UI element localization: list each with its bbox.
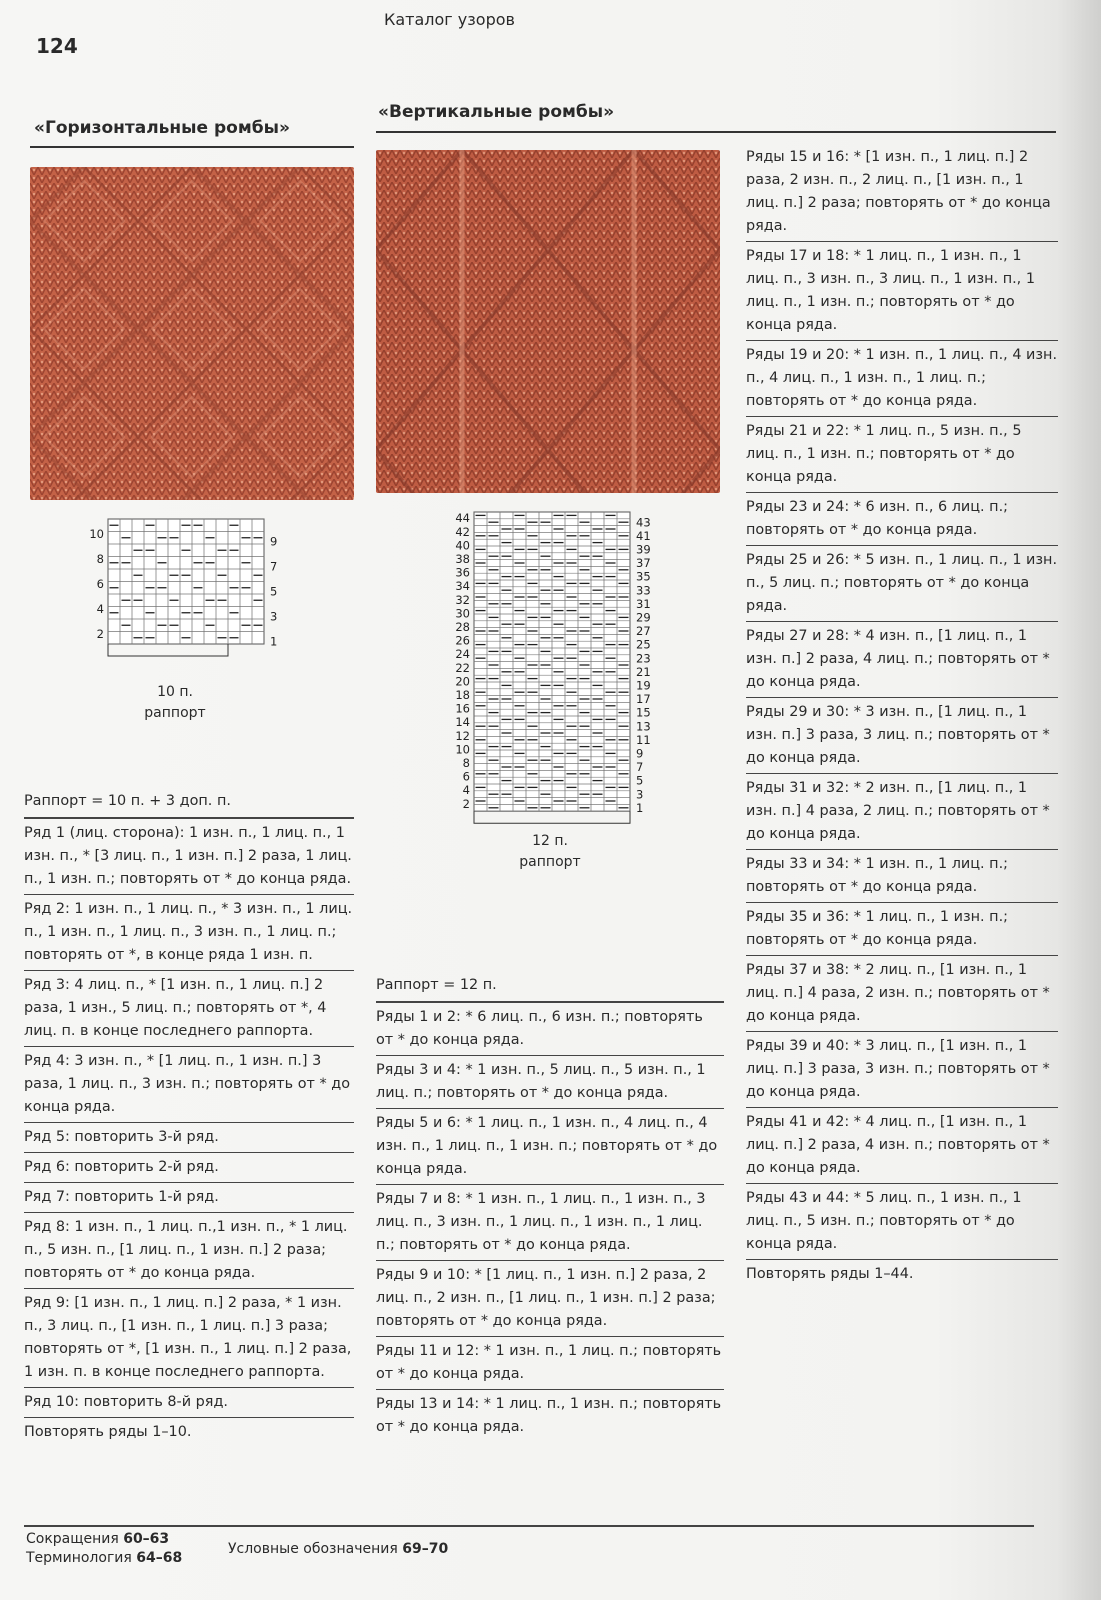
instruction-row: Ряды 43 и 44: * 5 лиц. п., 1 изн. п., 1 лиц. п., 5 изн. п.; повторять от * до конца ряда. (746, 1184, 1058, 1260)
mid-chart-row-label-right: 41 (636, 528, 651, 543)
mid-pattern-title: «Вертикальные ромбы» (378, 102, 615, 122)
mid-rapport: Раппорт = 12 п. (376, 974, 724, 1002)
mid-chart-row-label-right: 1 (636, 800, 644, 815)
mid-chart-row-label-right: 33 (636, 583, 651, 598)
left-chart-row-label-right: 9 (270, 534, 278, 549)
left-row-list (24, 818, 354, 1447)
left-chart-row-label-left: 10 (89, 526, 104, 541)
left-instructions (24, 790, 354, 1447)
mid-chart-caption: раппорт (519, 854, 581, 870)
mid-chart-row-label-right: 23 (636, 651, 651, 666)
footer-abbreviations (26, 1530, 169, 1548)
mid-chart-row-label-right: 31 (636, 596, 651, 611)
instruction-row: Ряды 39 и 40: * 3 лиц. п., [1 изн. п., 1 лиц. п.] 3 раза, 3 изн. п.; повторять от * до конца ряда. (746, 1032, 1058, 1108)
mid-chart-row-label-left: 8 (462, 756, 470, 770)
instruction-row: Ряды 33 и 34: * 1 изн. п., 1 лиц. п.; повторять от * до конца ряда. (746, 850, 1058, 903)
mid-instructions (376, 974, 724, 1442)
instruction-row: Ряд 6: повторить 2-й ряд. (24, 1152, 354, 1182)
left-chart-row-label-left: 4 (96, 601, 104, 616)
left-chart-rapport-bracket (108, 644, 228, 656)
footer-rule (24, 1525, 1034, 1527)
instruction-row: Ряды 5 и 6: * 1 лиц. п., 1 изн. п., 4 лиц. п., 4 изн. п., 1 лиц. п., 1 изн. п.; повторять от * до конца ряда. (376, 1108, 724, 1184)
mid-chart-row-label-left: 6 (462, 769, 470, 784)
mid-chart-row-label-right: 17 (636, 692, 651, 707)
running-title: Каталог узоров (384, 10, 515, 29)
mid-chart-row-label-right: 37 (636, 556, 651, 571)
mid-chart-stitch-count: 12 п. (532, 833, 568, 849)
mid-chart-row-label-right: 5 (636, 773, 644, 788)
instruction-row: Ряды 17 и 18: * 1 лиц. п., 1 изн. п., 1 лиц. п., 3 изн. п., 3 лиц. п., 1 изн. п., 1 лиц. п., 1 изн. п.; повторять от * до конца ряда. (746, 242, 1058, 341)
mid-chart-row-label-left: 42 (455, 524, 470, 539)
mid-chart-row-label-left: 14 (455, 715, 470, 730)
mid-chart-row-label-right: 35 (636, 569, 651, 584)
instruction-row: Ряды 25 и 26: * 5 изн. п., 1 лиц. п., 1 изн. п., 5 лиц. п.; повторять от * до конца ряда. (746, 546, 1058, 622)
mid-chart-rapport-bracket (474, 811, 630, 823)
instruction-row: Ряды 21 и 22: * 1 лиц. п., 5 изн. п., 5 лиц. п., 1 изн. п.; повторять от * до конца ряда. (746, 417, 1058, 493)
left-chart-caption: раппорт (144, 705, 206, 721)
footer-term-label: Терминология (26, 1550, 132, 1566)
instruction-row: Ряды 3 и 4: * 1 изн. п., 5 лиц. п., 5 изн. п., 1 лиц. п.; повторять от * до конца ряда. (376, 1055, 724, 1108)
left-chart-stitch-count: 10 п. (157, 684, 193, 700)
instruction-row: Повторять ряды 1–10. (24, 1417, 354, 1447)
instruction-row: Ряд 3: 4 лиц. п., * [1 изн. п., 1 лиц. п.] 2 раза, 1 изн., 5 лиц. п.; повторять от *, 4 лиц. п. в конце последнего раппорта. (24, 970, 354, 1046)
mid-chart-row-label-right: 19 (636, 678, 651, 693)
mid-chart-row-label-right: 25 (636, 637, 651, 652)
left-stitch-chart (80, 515, 290, 675)
instruction-row: Ряды 35 и 36: * 1 лиц. п., 1 изн. п.; повторять от * до конца ряда. (746, 903, 1058, 956)
left-chart-row-label-right: 5 (270, 584, 278, 599)
footer-abbr-label: Сокращения (26, 1531, 119, 1547)
instruction-row: Ряды 31 и 32: * 2 изн. п., [1 лиц. п., 1 изн. п.] 4 раза, 2 лиц. п.; повторять от * до конца ряда. (746, 774, 1058, 850)
instruction-row: Ряды 9 и 10: * [1 лиц. п., 1 изн. п.] 2 раза, 2 лиц. п., 2 изн. п., [1 лиц. п., 1 изн. п.] 2 раза; повторять от * до конца ряда. (376, 1260, 724, 1336)
mid-chart-row-label-left: 40 (455, 538, 470, 553)
mid-title-rule (376, 131, 1056, 133)
mid-chart-row-label-left: 22 (455, 660, 470, 675)
left-chart-row-label-left: 2 (96, 626, 104, 641)
left-rapport: Раппорт = 10 п. + 3 доп. п. (24, 790, 354, 818)
footer-sym-pages: 69–70 (402, 1541, 449, 1557)
mid-swatch-svg (376, 150, 720, 493)
left-knit-swatch-photo (30, 167, 354, 500)
instruction-row: Ряд 8: 1 изн. п., 1 лиц. п.,1 изн. п., * 1 лиц. п., 5 изн. п., [1 лиц. п., 1 изн. п.] 2 раза; повторять от * до конца ряда. (24, 1212, 354, 1288)
mid-chart-row-label-left: 24 (455, 647, 470, 662)
left-chart-row-label-right: 7 (270, 559, 278, 574)
left-chart-row-label-right: 1 (270, 634, 278, 649)
mid-chart-row-label-left: 28 (455, 620, 470, 634)
left-pattern-title: «Горизонтальные ромбы» (34, 118, 290, 138)
instruction-row: Повторять ряды 1–44. (746, 1266, 914, 1282)
footer-terminology (26, 1549, 182, 1567)
footer-sym-label: Условные обозначения (228, 1541, 398, 1557)
instruction-row: Ряд 10: повторить 8-й ряд. (24, 1387, 354, 1417)
mid-chart-row-label-left: 16 (455, 701, 470, 716)
instruction-row: Ряды 37 и 38: * 2 лиц. п., [1 изн. п., 1 лиц. п.] 4 раза, 2 изн. п.; повторять от * до конца ряда. (746, 956, 1058, 1032)
instruction-row: Ряд 5: повторить 3-й ряд. (24, 1122, 354, 1152)
mid-chart-row-label-left: 10 (455, 742, 470, 757)
mid-chart-row-label-right: 27 (636, 624, 651, 639)
mid-chart-row-label-right: 7 (636, 760, 644, 775)
instruction-row: Ряды 15 и 16: * [1 изн. п., 1 лиц. п.] 2 раза, 2 изн. п., 2 лиц. п., [1 изн. п., 1 лиц. п.] 2 раза; повторять от * до конца ряда. (746, 143, 1058, 242)
mid-chart-row-label-left: 30 (455, 606, 470, 621)
instruction-row: Ряд 4: 3 изн. п., * [1 лиц. п., 1 изн. п.] 3 раза, 1 лиц. п., 3 изн. п.; повторять от * до конца ряда. (24, 1046, 354, 1122)
instruction-row: Ряды 27 и 28: * 4 изн. п., [1 лиц. п., 1 изн. п.] 2 раза, 4 лиц. п.; повторять от * до конца ряда. (746, 622, 1058, 698)
mid-chart-row-label-left: 2 (462, 796, 470, 811)
mid-chart-row-label-right: 13 (636, 719, 651, 734)
left-chart-grid (80, 515, 290, 675)
instruction-row: Ряды 13 и 14: * 1 лиц. п., 1 изн. п.; повторять от * до конца ряда. (376, 1389, 724, 1442)
mid-chart-row-label-right: 29 (636, 610, 651, 625)
mid-chart-row-label-right: 21 (636, 664, 651, 679)
instruction-row: Ряд 9: [1 изн. п., 1 лиц. п.] 2 раза, * 1 изн. п., 3 лиц. п., [1 изн. п., 1 лиц. п.] 3 раза; повторять от *, [1 изн. п., 1 лиц. п.] 2 раза, 1 изн. п. в конце последнего раппорта. (24, 1288, 354, 1387)
mid-chart-row-label-right: 9 (636, 746, 644, 761)
mid-chart-row-label-left: 38 (455, 552, 470, 566)
instruction-row: Ряд 2: 1 изн. п., 1 лиц. п., * 3 изн. п., 1 лиц. п., 1 изн. п., 1 лиц. п., 3 изн. п., 1 лиц. п.; повторять от *, в конце ряда 1 изн. п. (24, 894, 354, 970)
instruction-row: Ряды 1 и 2: * 6 лиц. п., 6 изн. п.; повторять от * до конца ряда. (376, 1002, 724, 1055)
mid-chart-row-label-left: 34 (455, 579, 470, 594)
instruction-row: Ряды 23 и 24: * 6 изн. п., 6 лиц. п.; повторять от * до конца ряда. (746, 493, 1058, 546)
instruction-row: Ряды 41 и 42: * 4 лиц. п., [1 изн. п., 1 лиц. п.] 2 раза, 4 изн. п.; повторять от * до конца ряда. (746, 1108, 1058, 1184)
instruction-row: Ряд 1 (лиц. сторона): 1 изн. п., 1 лиц. п., 1 изн. п., * [3 лиц. п., 1 изн. п.] 2 раза, 1 лиц. п., 1 изн. п.; повторять от * до конца ряда. (24, 818, 354, 894)
left-swatch-svg (30, 167, 354, 500)
mid-chart-grid (440, 510, 670, 830)
instruction-row: Ряды 7 и 8: * 1 изн. п., 1 лиц. п., 1 изн. п., 3 лиц. п., 3 изн. п., 1 лиц. п., 1 изн. п., 1 лиц. п.; повторять от * до конца ряда. (376, 1184, 724, 1260)
mid-chart-row-label-right: 15 (636, 705, 651, 720)
left-chart-row-label-left: 6 (96, 576, 104, 591)
footer-abbr-pages: 60–63 (123, 1531, 170, 1547)
footer-symbols (228, 1540, 448, 1558)
mid-chart-row-label-left: 12 (455, 728, 470, 743)
mid-chart-row-label-left: 32 (455, 592, 470, 607)
mid-chart-row-label-right: 43 (636, 515, 651, 530)
footer-term-pages: 64–68 (136, 1550, 183, 1566)
instruction-row: Ряды 11 и 12: * 1 изн. п., 1 лиц. п.; повторять от * до конца ряда. (376, 1336, 724, 1389)
mid-chart-row-label-left: 26 (455, 633, 470, 648)
left-chart-row-label-right: 3 (270, 609, 278, 624)
page-number: 124 (36, 34, 78, 58)
mid-row-list (376, 1002, 724, 1442)
left-title-rule (30, 146, 354, 148)
mid-stitch-chart (440, 510, 670, 830)
left-chart-row-label-left: 8 (96, 551, 104, 566)
instruction-row: Ряд 7: повторить 1-й ряд. (24, 1182, 354, 1212)
mid-chart-row-label-left: 36 (455, 565, 470, 580)
mid-chart-row-label-right: 3 (636, 787, 644, 802)
instruction-row: Ряды 29 и 30: * 3 изн. п., [1 лиц. п., 1 изн. п.] 3 раза, 3 лиц. п.; повторять от * до конца ряда. (746, 698, 1058, 774)
right-row-list (746, 143, 1058, 1289)
mid-chart-row-label-left: 44 (455, 511, 470, 526)
mid-chart-row-label-left: 20 (455, 674, 470, 689)
instruction-row: Ряды 19 и 20: * 1 изн. п., 1 лиц. п., 4 изн. п., 4 лиц. п., 1 изн. п., 1 лиц. п.; повторять от * до конца ряда. (746, 341, 1058, 417)
mid-chart-row-label-right: 39 (636, 542, 651, 557)
mid-chart-row-label-right: 11 (636, 732, 651, 747)
mid-chart-row-label-left: 4 (462, 783, 470, 798)
mid-chart-row-label-left: 18 (455, 688, 470, 702)
mid-knit-swatch-photo (376, 150, 720, 493)
right-instructions (746, 143, 1058, 1289)
